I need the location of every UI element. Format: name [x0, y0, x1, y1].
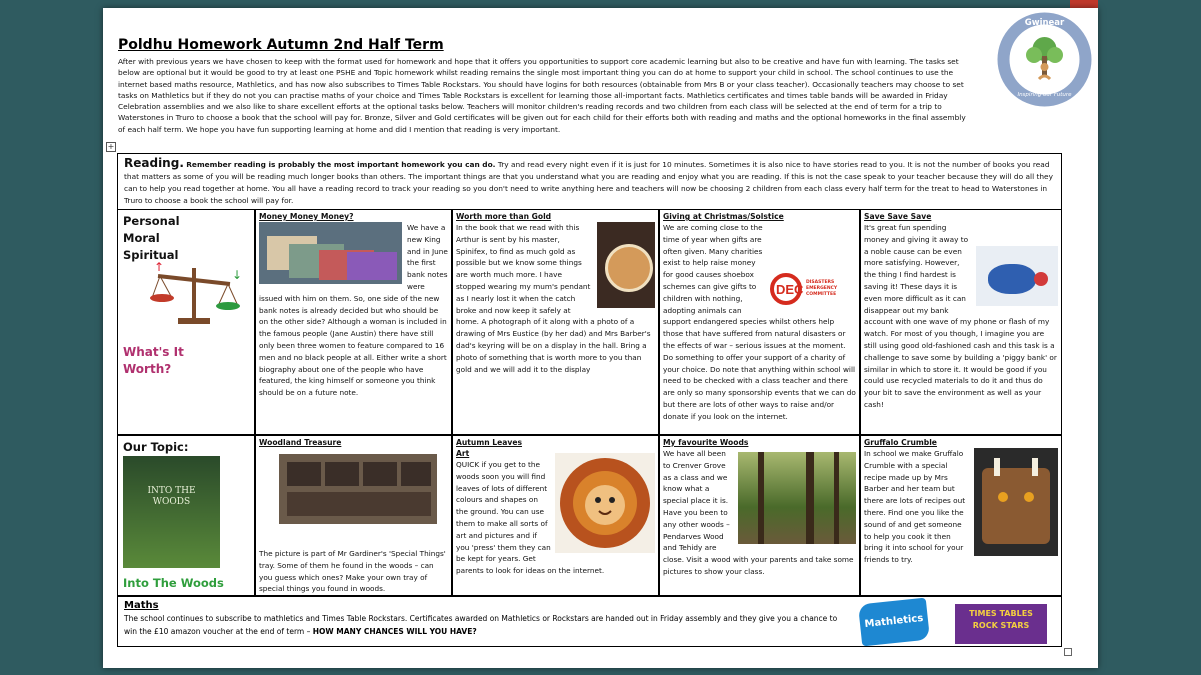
maths-heading: Maths [124, 600, 159, 611]
task-title: My favourite Woods [663, 438, 749, 447]
task-text: In school we make Gruffalo Crumble with a special recipe made up by Mrs Barber and her team but there are lots of recipes out there. Find one you like the sound of and get someone to help you cook it then bring it into school for your friends to try. [864, 449, 966, 565]
mathletics-logo [858, 598, 930, 647]
pshe-heading: Personal Moral Spiritual [123, 214, 180, 262]
task-autumn-leaves-art [452, 435, 659, 596]
ttrs-logo [955, 604, 1047, 644]
task-gruffalo-crumble [860, 435, 1062, 596]
table-move-handle[interactable]: + [107, 142, 115, 151]
task-title: Autumn Leaves Art [456, 438, 523, 458]
ttrs-logo-text: TIMES TABLES ROCK STARS [969, 609, 1033, 630]
into-the-woods-poster [123, 456, 220, 568]
task-title: Save Save Save [864, 212, 932, 221]
special-things-tray-image [279, 454, 437, 524]
poster-title: INTO THE WOODS [147, 486, 196, 507]
dec-logo [770, 268, 856, 310]
mathletics-logo-text: Mathletics [864, 612, 924, 631]
school-logo-name: Gwinear School [1024, 18, 1065, 38]
task-text: We have a new King and in June the first bank notes were issued with him on them. So, one side of the new bank notes is already decided but who should be on the other side? Although a woman is included in the famous people (Jane Austin) there have still only been three women to feature compared to 16 men and no black people at all. Either write a short biography about one of the people who have featured, the king himself or someone you think should be on a future note. [259, 223, 448, 398]
leaf-lion-image [555, 453, 655, 553]
svg-text:DEC: DEC [776, 282, 804, 297]
task-money-money-money [255, 209, 452, 435]
task-text: We are coming close to the time of year when gifts are often given. Many charities exist to help raise money for good causes shoebox schemes can give gifts to children with nothing, adopting animals can support endangered species whilst others help those that have suffered from natural disasters or the effects of war – serious issues at the moment. Do something to offer your support of a charity of your choice. Do note that anything within school will need to be checked with a class teacher and there are only so many sponsorship events that we can do but there are lots of other ways to raise and/or donate if you look on the internet. [663, 223, 856, 421]
page-title: Poldhu Homework Autumn 2nd Half Term [118, 37, 444, 53]
resize-handle[interactable] [1064, 648, 1072, 656]
pshe-subheading: What's It Worth? [123, 345, 184, 376]
task-title: Money Money Money? [259, 212, 354, 221]
reading-heading: Reading. [124, 156, 184, 170]
pendant-image [597, 222, 655, 308]
task-title: Worth more than Gold [456, 212, 552, 221]
task-text: We have all been to Crenver Grove as a class and we know what a special place it is. Have you been to any other woods – Pendarves Wood and Tehidy are close. Visit a wood with your parents and take some pictures to show your class. [663, 449, 854, 576]
pshe-side-cell [117, 209, 255, 435]
task-text: QUICK if you get to the woods soon you will find leaves of lots of different colours and shapes on the ground. You can use them to make all sorts of art and pictures and if you 'press' them they can be kept for years. Get parents to look for ideas on the internet. [456, 460, 605, 576]
topic-subheading: Into The Woods [123, 576, 224, 590]
task-text: It's great fun spending money and giving it away to a noble cause can be even more satisfying. However, the thing I find hardest is saving it! These days it is even more difficult as it can disappear out my bank account with one wave of my phone or flash of my watch. For most of you though, I imagine you are still using good old-fashioned cash and this task is a challenge to save some by building a 'piggy bank' or similar in which to store it. It would be good if you could use recycled materials to do it and thus do your bit to save the environment as well as your cash! [864, 223, 1057, 409]
maths-emphasis: HOW MANY CHANCES WILL YOU HAVE? [312, 626, 477, 636]
down-arrow-icon: ↓ [232, 268, 243, 282]
school-logo-motto: Inspiring our Future [1017, 92, 1072, 98]
task-title: Giving at Christmas/Solstice [663, 212, 784, 221]
homework-document [103, 8, 1098, 668]
task-text: In the book that we read with this Arthur is sent by his master, Spinifex, to find as much gold as possible but we know some things are worth much more. I have stopped wearing my mum's pendant as I nearly lost it when the catch broke and now keep it safely at home. A photograph of it along with a photo of a drawing of Mrs Eustice (by her dad) and Mrs Barber's dad's keyring will be on a display in the hall. Bring a photo of something that is worth more to you than gold and we will add it to the display [456, 223, 651, 374]
reading-section [117, 153, 1062, 210]
maths-text-wrap [124, 613, 844, 638]
banknotes-image [259, 222, 402, 284]
reading-body: Try and read every night even if it is just for 10 minutes. Sometimes it is also nice to have stories read to you. It is not the number of books you read that matters as some of you will be reading much longer books than others. The important things are that you understand what you are reading and enjoy what you are reading. If this is not the case speak to your teacher because they will do all they can to help you read together at home. You all have a reading record to track your reading so you don't need to write anything here and teachers will now be choosing 2 children from each class every half term for the treat to head to Waterstones in Truro to choose a book the school will pay for. [124, 160, 1053, 205]
slide-top-stripe [1070, 0, 1098, 8]
task-giving-at-christmas [659, 209, 860, 435]
topic-heading: Our Topic: [123, 440, 189, 454]
task-worth-more-than-gold [452, 209, 659, 435]
woods-photo [738, 452, 856, 544]
task-title: Woodland Treasure [259, 438, 342, 447]
topic-side-cell [117, 435, 255, 596]
intro-paragraph: After with previous years we have chosen to keep with the format used for homework and hope that it offers you opportunities to support core academic learning but also to be creative and have fun with learning. The tasks set below are optional but it would be good to try at least one PSHE and Topic homework whilst reading remains the single most important thing you can do at home to support your child in school. The school continues to use the internet based maths resource, Mathletics, and has now also subscribes to Times Table Rockstars. You should have logins for both resources (obtainable from Mrs B or your class teacher). Occasionally teachers may choose to set tasks on Mathletics but if they do not you can practise maths of your choice and Times Table Rockstars is excellent for learning those all-important facts. Mathletics certificates and times table bands will be awarded in Friday Celebration assemblies and we also like to share excellent efforts at the optional tasks below. Teachers will monitor children's reading records and two children from each class will be selected at the end of term for a trip to Waterstones in Truro to choose a book that the school will pay for. Bronze, Silver and Gold certificates will be given out for each child for their efforts both with reading and maths and the optional homeworks in the final assembly of each half term. We hope you have fun supporting learning at home and did I mention that reading is very important. [118, 57, 966, 134]
dec-logo-text: DISASTERS EMERGENCY COMMITTEE [806, 280, 838, 297]
reading-lead: Remember reading is probably the most important homework you can do. [186, 160, 496, 169]
task-title: Gruffalo Crumble [864, 438, 937, 447]
up-arrow-icon: ↑ [154, 260, 165, 274]
piggy-bank-image [976, 246, 1058, 306]
task-woodland-treasure [255, 435, 452, 596]
task-text: The picture is part of Mr Gardiner's 'Special Things' tray. Some of them he found in the woods – can you guess which ones? Make your own tray of special things you found in woods. [259, 549, 446, 594]
task-save-save-save [860, 209, 1062, 435]
task-my-favourite-woods [659, 435, 860, 596]
gruffalo-crumble-image [974, 448, 1058, 556]
maths-text: The school continues to subscribe to mathletics and Times Table Rockstars. Certificates awarded on Mathletics or Rockstars are handed out in Friday assembly and they give you a chance to win the £10 amazon voucher at the end of term – [124, 614, 838, 636]
